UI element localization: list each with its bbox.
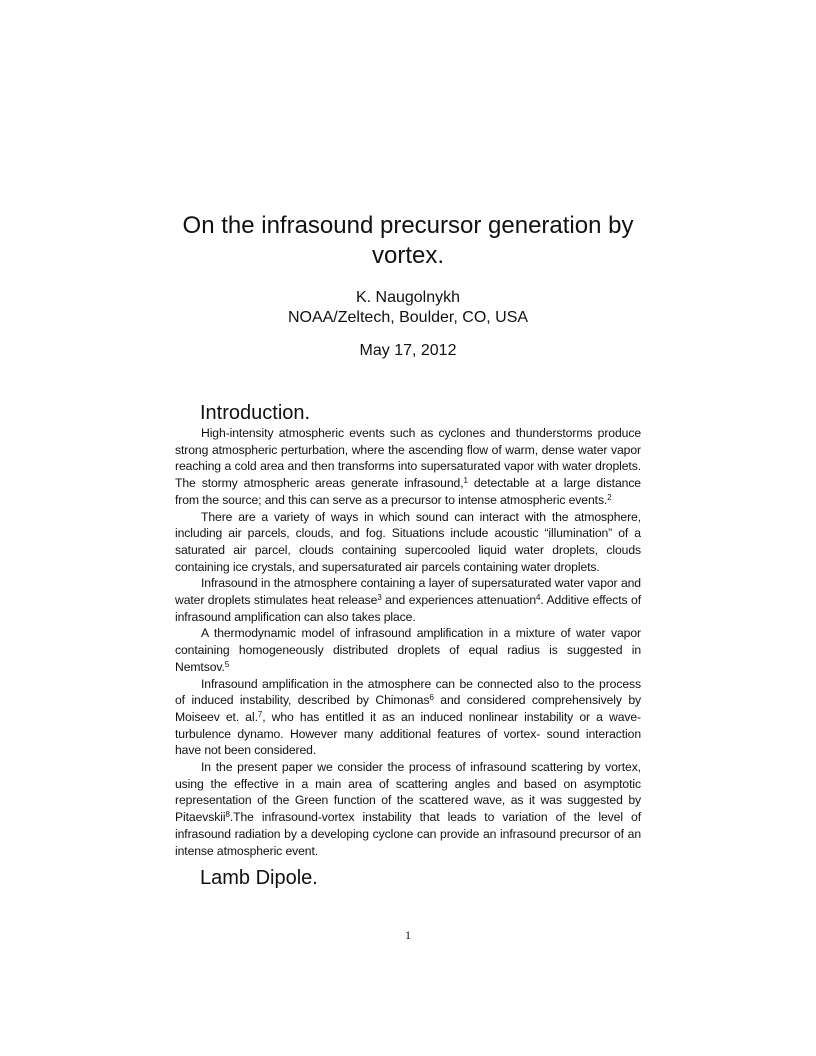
citation-ref: 7 (257, 709, 263, 719)
citation-ref: 2 (607, 492, 612, 502)
citation-ref: 6 (429, 693, 434, 703)
paper-title: On the infrasound precursor generation by vortex. (182, 212, 634, 269)
page-number: 1 (405, 928, 411, 942)
citation-ref: 8 (225, 810, 230, 820)
paragraph-6: In the present paper we consider the process of infrasound scattering by vortex, using the effective in a main area of scattering angles and based on asymptotic representation of the Green function of the scattered wave, as it was suggested by Pitaevskii$^8$.The infrasound-vortex instability that leads to variation of the level of infrasound radiation by a developing cyclone can provide an infrasound precursor of an intense atmospheric event. (175, 760, 641, 858)
paragraph-1: High-intensity atmospheric events such as cyclones and thunderstorms produce strong atmospheric perturbation, where the ascending flow of warm, dense water vapor reaching a cold area and then transforms into supersaturated vapor with water droplets. The stormy atmospheric areas generate infrasound,$^1$ detectable at a large distance from the source; and this can serve as a precursor to intense atmospheric events.$^2$ (175, 426, 641, 507)
body-text (175, 425, 641, 859)
citation-ref: 5 (224, 659, 230, 669)
paragraph-2: There are a variety of ways in which sound can interact with the atmosphere, including air parcels, clouds, and fog. Situations include acoustic “illumination” of a saturated air parcel, clouds containing supercooled liquid water droplets, clouds containing ice crystals, and supersaturated air parcels containing water droplets. (175, 509, 641, 574)
citation-ref: 3 (377, 593, 382, 603)
section-heading-introduction: Introduction. (200, 402, 311, 424)
paragraph-4: A thermodynamic model of infrasound amplification in a mixture of water vapor containing homogeneously distributed droplets of equal radius is suggested in Nemtsov.$^5$ (175, 626, 641, 674)
author-affiliation: NOAA/Zeltech, Boulder, CO, USA (287, 309, 529, 326)
paragraph-3: Infrasound in the atmosphere containing a layer of supersaturated water vapor and water droplets stimulates heat release$^3$ and experiences attenuation$^4$. Additive effects of infrasound amplification can also takes place. (175, 576, 641, 624)
citation-ref: 4 (536, 593, 541, 603)
paper-date: May 17, 2012 (359, 342, 457, 359)
paragraph-5: Infrasound amplification in the atmosphere can be connected also to the process of induced instability, described by Chimonas$^6$ and considered comprehensively by Moiseev et. al.$^7$, who has entitled it as an induced nonlinear instability or a wave-turbulence dynamo. However many additional features of vortex- sound interaction have not been considered. (175, 676, 642, 758)
citation-ref: 1 (463, 476, 468, 486)
author-name: K. Naugolnykh (355, 289, 461, 306)
section-heading-lamb-dipole: Lamb Dipole. (200, 867, 318, 889)
